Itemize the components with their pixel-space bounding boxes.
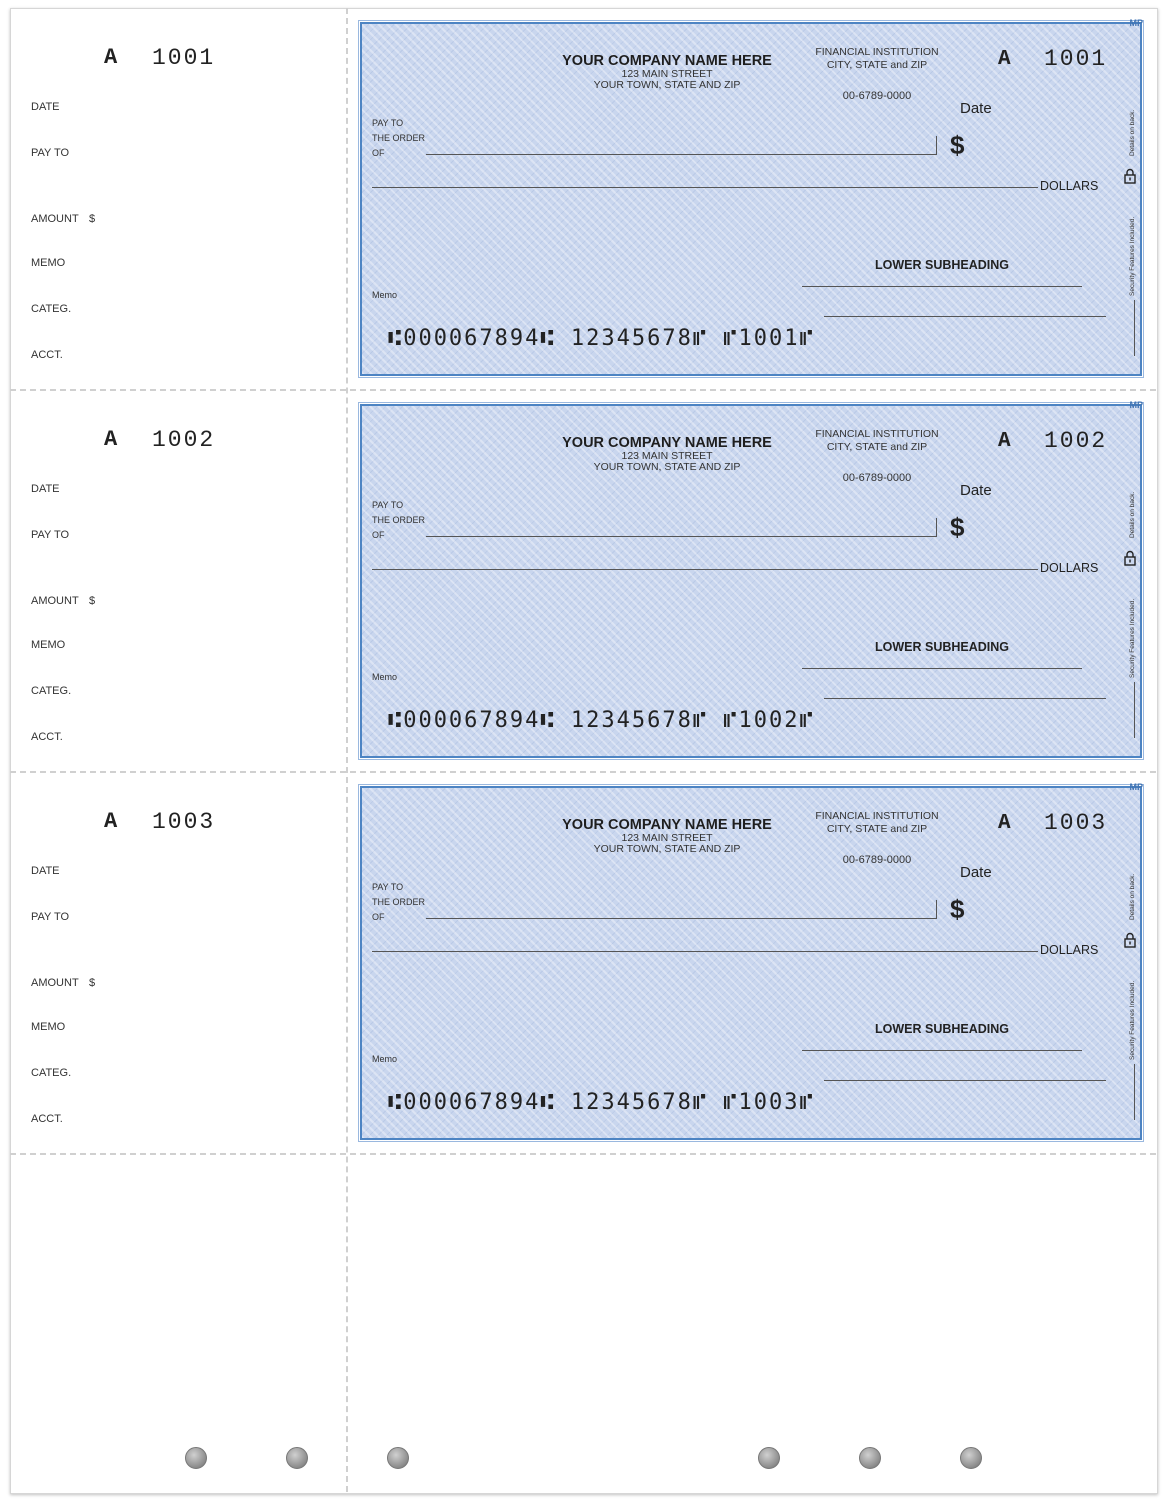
side-rule <box>1134 682 1135 738</box>
date-label: Date <box>960 482 992 499</box>
stub-pay-to-label: PAY TO <box>31 147 70 159</box>
check-series: A <box>998 48 1011 71</box>
side-text-details: Details on back. <box>1129 491 1136 538</box>
punch-hole <box>859 1447 881 1469</box>
pay-to-label: THE ORDER <box>372 515 426 525</box>
bank-city: CITY, STATE and ZIP <box>826 823 928 835</box>
lower-subheading: LOWER SUBHEADING <box>874 640 1010 654</box>
dollars-label: DOLLARS <box>1040 179 1099 193</box>
stub-acct-label: ACCT. <box>31 731 63 743</box>
side-rule <box>1134 1064 1135 1120</box>
check <box>360 782 1143 1140</box>
stub-amount-label: AMOUNT <box>31 977 79 989</box>
stub-categ-label: CATEG. <box>31 303 72 315</box>
company-street: 123 MAIN STREET <box>621 450 713 462</box>
stub-check-number: 1003 <box>152 809 216 835</box>
pay-to-label: THE ORDER <box>372 897 426 907</box>
pay-to-label: PAY TO <box>372 882 404 892</box>
bank-name: FINANCIAL INSTITUTION <box>815 810 939 822</box>
lock-icon <box>1124 168 1136 184</box>
stub-acct-label: ACCT. <box>31 1113 63 1125</box>
signature-line[interactable] <box>802 286 1082 287</box>
pay-to-label: OF <box>372 148 385 158</box>
signature-line[interactable] <box>802 668 1082 669</box>
routing-fraction: 00-6789-0000 <box>842 472 912 484</box>
amount-dollar-sign: $ <box>950 894 965 924</box>
mp-mark: MP <box>1129 400 1143 410</box>
payee-line-end <box>936 136 937 155</box>
lower-subheading: LOWER SUBHEADING <box>874 1022 1010 1036</box>
stub-series: A <box>104 45 119 70</box>
mp-mark: MP <box>1129 782 1143 792</box>
stub-memo-label: MEMO <box>31 257 66 269</box>
check-number: 1002 <box>1044 428 1108 454</box>
side-rule <box>1134 300 1135 356</box>
company-block <box>517 817 817 855</box>
payee-line[interactable] <box>426 154 936 155</box>
company-street: 123 MAIN STREET <box>621 68 713 80</box>
check-stub <box>10 772 346 1154</box>
micr-line: ⑆000067894⑆ 12345678⑈ ⑈1001⑈ <box>388 326 815 351</box>
micr-line: ⑆000067894⑆ 12345678⑈ ⑈1002⑈ <box>388 708 815 733</box>
check-number: 1003 <box>1044 810 1108 836</box>
stub-date-label: DATE <box>31 865 60 877</box>
lock-icon <box>1124 932 1136 948</box>
side-text-details: Details on back. <box>1129 873 1136 920</box>
stub-pay-to-label: PAY TO <box>31 529 70 541</box>
lower-subheading: LOWER SUBHEADING <box>874 258 1010 272</box>
pay-to-label: OF <box>372 530 385 540</box>
company-city: YOUR TOWN, STATE AND ZIP <box>593 461 741 473</box>
company-name: YOUR COMPANY NAME HERE <box>562 817 772 833</box>
check-stub <box>10 8 346 390</box>
bank-name: FINANCIAL INSTITUTION <box>815 428 939 440</box>
check <box>360 400 1143 758</box>
bank-block <box>792 46 962 72</box>
stub-pay-to-label: PAY TO <box>31 911 70 923</box>
stub-memo-label: MEMO <box>31 1021 66 1033</box>
company-street: 123 MAIN STREET <box>621 832 713 844</box>
signature-line[interactable] <box>802 1050 1082 1051</box>
bank-city: CITY, STATE and ZIP <box>826 441 928 453</box>
stub-categ-label: CATEG. <box>31 1067 72 1079</box>
pay-to-label: OF <box>372 912 385 922</box>
stub-categ-label: CATEG. <box>31 685 72 697</box>
punch-hole <box>286 1447 308 1469</box>
company-block <box>517 53 817 91</box>
payee-line-end <box>936 900 937 919</box>
amount-dollar-sign: $ <box>950 130 965 160</box>
date-label: Date <box>960 864 992 881</box>
pay-to-label: PAY TO <box>372 118 404 128</box>
stub-amount-label: AMOUNT <box>31 213 79 225</box>
side-text-security: Security Features Included. <box>1129 598 1136 678</box>
bank-block <box>792 428 962 454</box>
routing-fraction: 00-6789-0000 <box>842 854 912 866</box>
lock-icon <box>1124 550 1136 566</box>
mp-mark: MP <box>1129 18 1143 28</box>
memo-label: Memo <box>372 1054 398 1064</box>
date-label: Date <box>960 100 992 117</box>
stub-memo-label: MEMO <box>31 639 66 651</box>
bank-name: FINANCIAL INSTITUTION <box>815 46 939 58</box>
memo-label: Memo <box>372 672 398 682</box>
written-amount-line[interactable] <box>372 951 1038 952</box>
company-name: YOUR COMPANY NAME HERE <box>562 435 772 451</box>
stub-series: A <box>104 427 119 452</box>
check-stub <box>10 390 346 772</box>
pay-to-label: THE ORDER <box>372 133 426 143</box>
routing-fraction: 00-6789-0000 <box>842 90 912 102</box>
stub-dollar-sign: $ <box>89 595 96 607</box>
signature-line[interactable] <box>824 698 1106 699</box>
bank-city: CITY, STATE and ZIP <box>826 59 928 71</box>
vertical-perforation <box>346 8 348 1492</box>
company-name: YOUR COMPANY NAME HERE <box>562 53 772 69</box>
memo-label: Memo <box>372 290 398 300</box>
company-city: YOUR TOWN, STATE AND ZIP <box>593 79 741 91</box>
written-amount-line[interactable] <box>372 569 1038 570</box>
punch-hole <box>960 1447 982 1469</box>
amount-dollar-sign: $ <box>950 512 965 542</box>
company-city: YOUR TOWN, STATE AND ZIP <box>593 843 741 855</box>
stub-dollar-sign: $ <box>89 977 96 989</box>
stub-date-label: DATE <box>31 483 60 495</box>
stub-check-number: 1001 <box>152 45 216 71</box>
payee-line[interactable] <box>426 536 936 537</box>
micr-line: ⑆000067894⑆ 12345678⑈ ⑈1003⑈ <box>388 1090 815 1115</box>
dollars-label: DOLLARS <box>1040 943 1099 957</box>
stub-acct-label: ACCT. <box>31 349 63 361</box>
company-block <box>517 435 817 473</box>
punch-hole <box>185 1447 207 1469</box>
written-amount-line[interactable] <box>372 187 1038 188</box>
signature-line[interactable] <box>824 1080 1106 1081</box>
stub-dollar-sign: $ <box>89 213 96 225</box>
side-text-security: Security Features Included. <box>1129 216 1136 296</box>
check-number: 1001 <box>1044 46 1108 72</box>
stub-check-number: 1002 <box>152 427 216 453</box>
pay-to-label: PAY TO <box>372 500 404 510</box>
stub-date-label: DATE <box>31 101 60 113</box>
punch-hole <box>758 1447 780 1469</box>
dollars-label: DOLLARS <box>1040 561 1099 575</box>
check-series: A <box>998 812 1011 835</box>
payee-line[interactable] <box>426 918 936 919</box>
punch-hole <box>387 1447 409 1469</box>
side-text-details: Details on back. <box>1129 109 1136 156</box>
bank-block <box>792 810 962 836</box>
check <box>360 18 1143 376</box>
signature-line[interactable] <box>824 316 1106 317</box>
payee-line-end <box>936 518 937 537</box>
side-text-security: Security Features Included. <box>1129 980 1136 1060</box>
check-series: A <box>998 430 1011 453</box>
stub-amount-label: AMOUNT <box>31 595 79 607</box>
stub-series: A <box>104 809 119 834</box>
